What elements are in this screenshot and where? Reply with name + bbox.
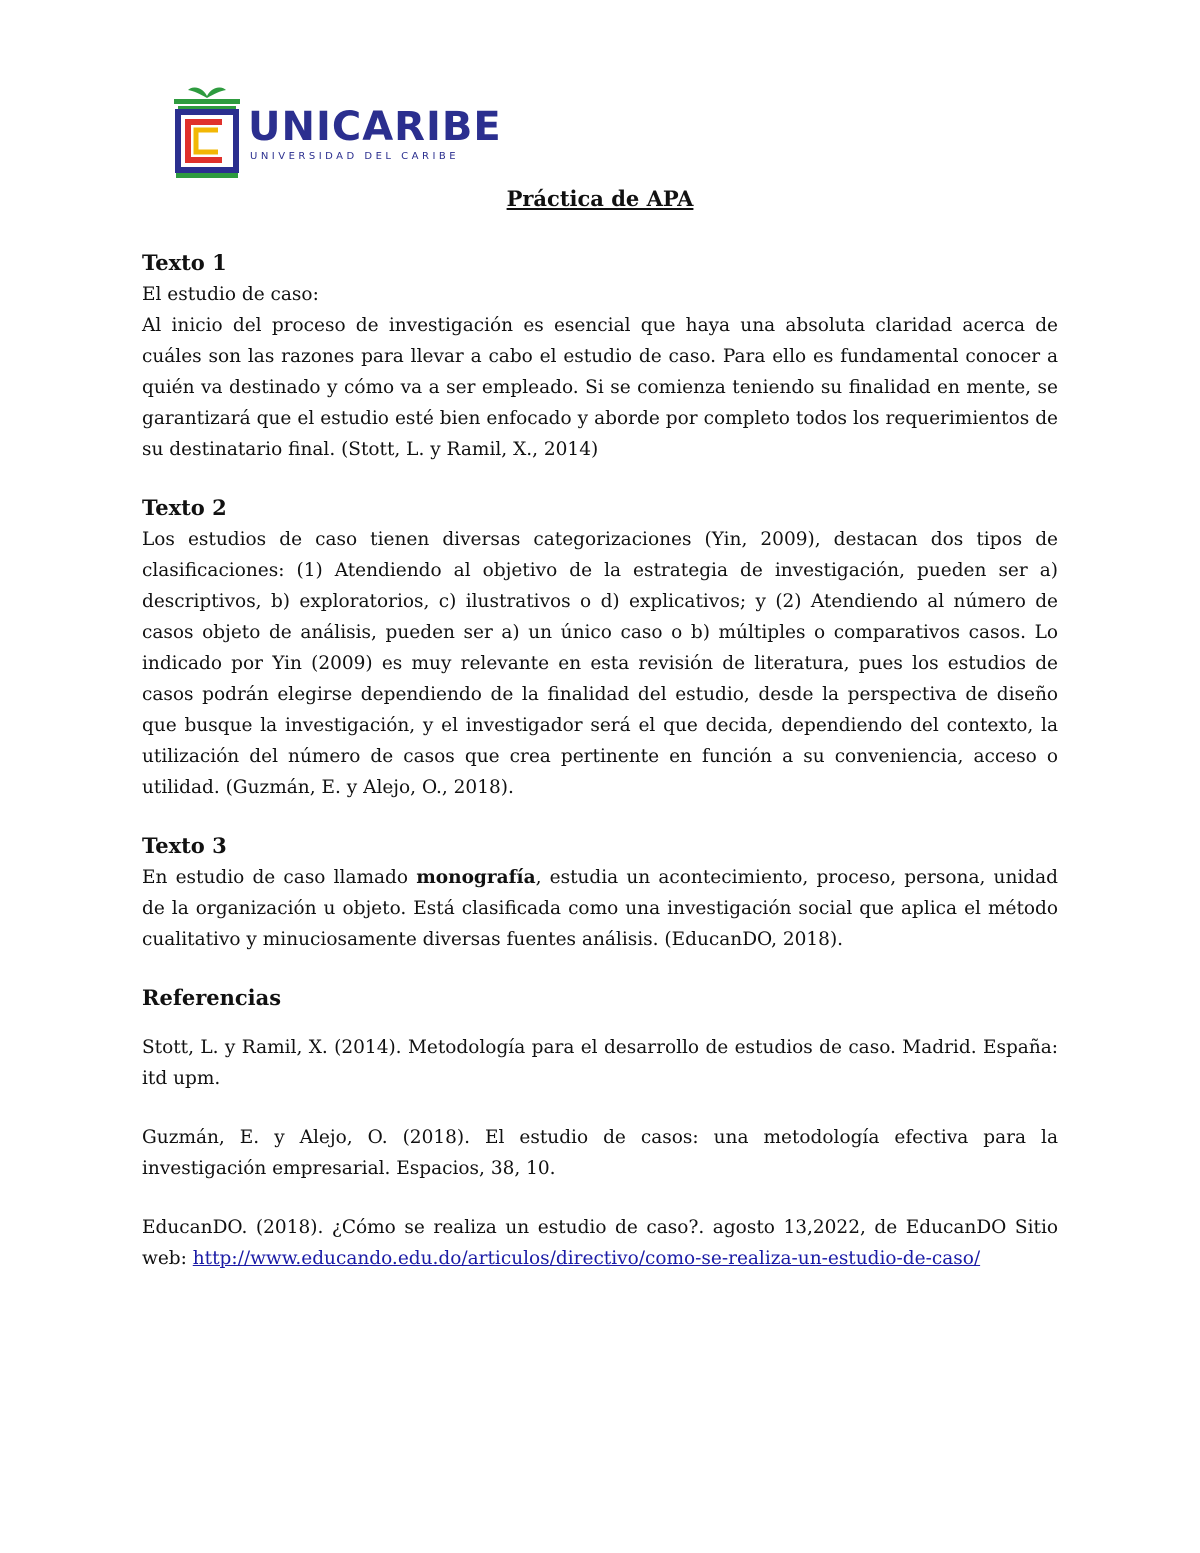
texto-3-bold-term: monografía	[416, 867, 536, 888]
logo-wordmark: UNICARIBE	[248, 104, 502, 150]
texto-1-heading: Texto 1	[142, 250, 227, 275]
texto-3-body	[142, 862, 1058, 955]
texto-3-heading: Texto 3	[142, 833, 227, 858]
reference-educando-link[interactable]: http://www.educando.edu.do/articulos/directivo/como-se-realiza-un-estudio-de-caso/	[192, 1248, 981, 1269]
reference-guzman: Guzmán, E. y Alejo, O. (2018). El estudio de casos: una metodología efectiva para la investigación empresarial. Espacios, 38, 10.	[142, 1127, 1058, 1179]
reference-stott: Stott, L. y Ramil, X. (2014). Metodología para el desarrollo de estudios de caso. Madrid. España: itd upm.	[142, 1037, 1058, 1089]
unicaribe-emblem-icon	[172, 84, 242, 180]
document-title: Práctica de APA	[506, 186, 694, 211]
texto-2-heading: Texto 2	[142, 495, 227, 520]
references-heading: Referencias	[142, 985, 282, 1010]
reference-educando-text: EducanDO. (2018). ¿Cómo se realiza un estudio de caso?. agosto 13,2022, de EducanDO Sitio web:	[142, 1217, 1058, 1269]
texto-1-section	[142, 246, 1058, 465]
document-body	[142, 246, 1058, 1302]
texto-1-intro: El estudio de caso:	[142, 284, 319, 305]
texto-1-body: Al inicio del proceso de investigación es esencial que haya una absoluta claridad acerca de cuáles son las razones para llevar a cabo el estudio de caso. Para ello es fundamental conocer a quién va destinado y cómo va a ser empleado. Si se comienza teniendo su finalidad en mente, se garantizará que el estudio esté bien enfocado y aborde por completo todos los requerimientos de su destinatario final. (Stott, L. y Ramil, X., 2014)	[142, 315, 1058, 460]
texto-2-body: Los estudios de caso tienen diversas categorizaciones (Yin, 2009), destacan dos tipos de clasificaciones: (1) Atendiendo al objetivo de la estrategia de investigación, pueden ser a) descriptivos, b) exploratorios, c) ilustrativos o d) explicativos; y (2) Atendiendo al número de casos objeto de análisis, pueden ser a) un único caso o b) múltiples o comparativos casos. Lo indicado por Yin (2009) es muy relevante en esta revisión de literatura, pues los estudios de casos podrán elegirse dependiendo de la finalidad del estudio, desde la perspectiva de diseño que busque la investigación, y el investigador será el que decida, dependiendo del contexto, la utilización del número de casos que crea pertinente en función a su conveniencia, acceso o utilidad. (Guzmán, E. y Alejo, O., 2018).	[142, 529, 1058, 798]
logo-subtitle: UNIVERSIDAD DEL CARIBE	[250, 151, 460, 162]
references-section	[142, 981, 1058, 1274]
texto-3-body-end: , estudia un acontecimiento, proceso, persona, unidad de la organización u objeto. Está clasificada como una investigación social que aplica el método cualitativo y minuciosamente diversas fuentes análisis. (EducanDO, 2018).	[142, 867, 1058, 950]
reference-educando	[142, 1212, 1058, 1274]
texto-2-section	[142, 491, 1058, 803]
texto-3-section	[142, 829, 1058, 955]
texto-3-body-start: En estudio de caso llamado	[142, 867, 417, 888]
unicaribe-logo	[172, 84, 502, 180]
